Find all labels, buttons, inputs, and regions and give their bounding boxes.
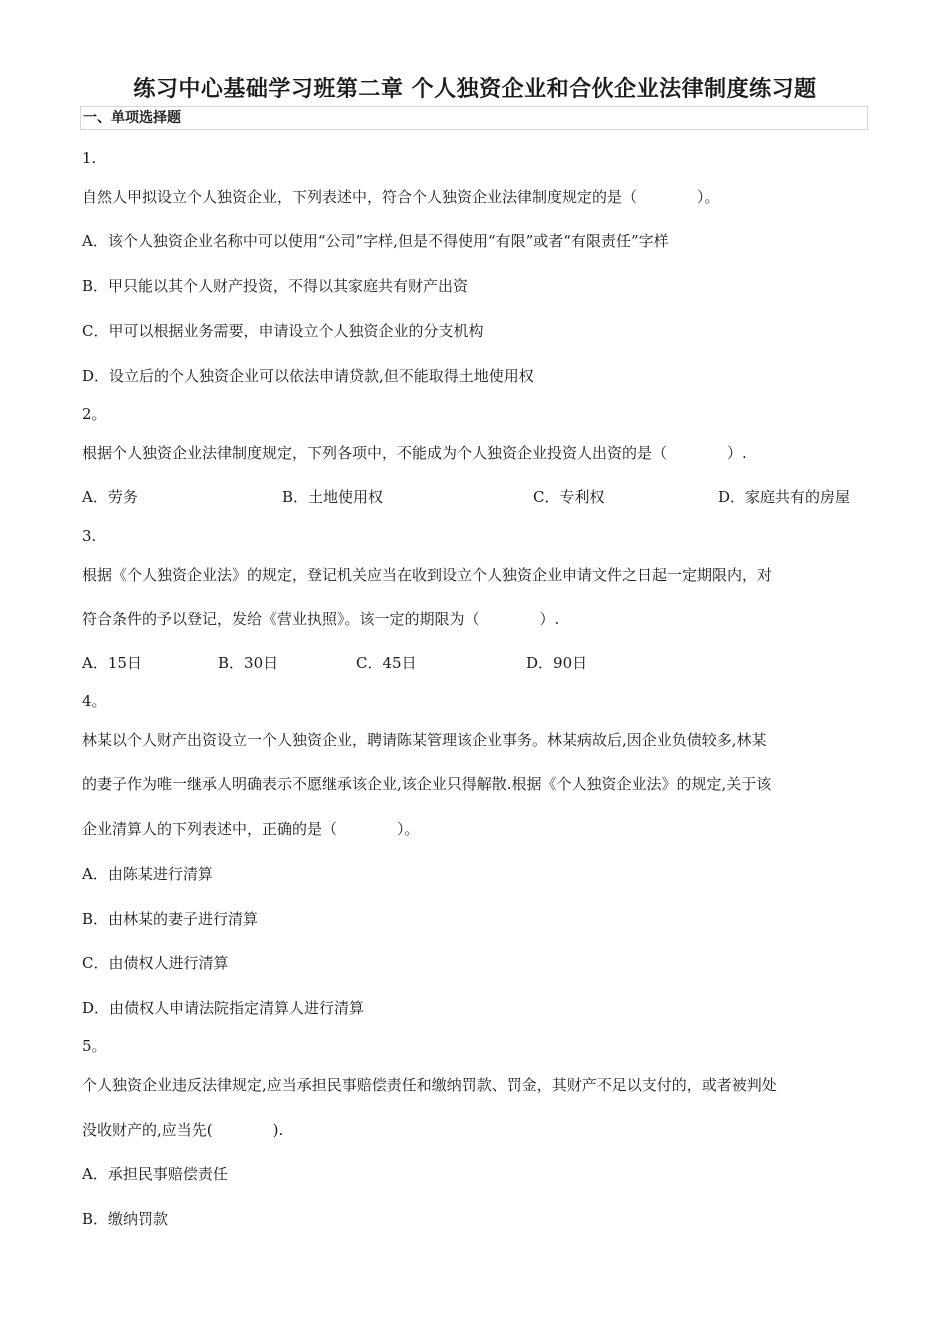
option-b: B．30日 bbox=[218, 654, 279, 672]
option-a: A．15日 bbox=[82, 654, 142, 672]
question-stem: 个人独资企业违反法律规定,应当承担民事赔偿责任和缴纳罚款、罚金，其财产不足以支付的，或者被判处 bbox=[82, 1076, 777, 1094]
option-b: B．由林某的妻子进行清算 bbox=[82, 910, 259, 928]
option-d: D．家庭共有的房屋 bbox=[718, 488, 851, 506]
option-c: C．45日 bbox=[356, 654, 417, 672]
page-title: 练习中心基础学习班第二章 个人独资企业和合伙企业法律制度练习题 bbox=[133, 77, 817, 102]
question-stem: 根据《个人独资企业法》的规定，登记机关应当在收到设立个人独资企业申请文件之日起一定期限内，对 bbox=[82, 566, 773, 584]
option-c: C．专利权 bbox=[533, 488, 605, 506]
option-b: B．缴纳罚款 bbox=[82, 1210, 169, 1228]
option-d: D．设立后的个人独资企业可以依法申请贷款,但不能取得土地使用权 bbox=[82, 367, 534, 385]
question-number: 5。 bbox=[82, 1037, 107, 1055]
option-c: C．甲可以根据业务需要，申请设立个人独资企业的分支机构 bbox=[82, 322, 484, 340]
question-stem: 林某以个人财产出资设立一个人独资企业，聘请陈某管理该企业事务。林某病故后,因企业负债较多,林某 bbox=[82, 731, 767, 749]
question-stem: 自然人甲拟设立个人独资企业，下列表述中，符合个人独资企业法律制度规定的是（ ）。 bbox=[82, 188, 720, 206]
section-header: 一、单项选择题 bbox=[80, 106, 868, 130]
option-d: D．90日 bbox=[526, 654, 588, 672]
question-stem: 没收财产的,应当先( ). bbox=[82, 1121, 284, 1139]
question-stem: 的妻子作为唯一继承人明确表示不愿继承该企业,该企业只得解散.根据《个人独资企业法》的规定,关于该 bbox=[82, 775, 772, 793]
option-a: A．该个人独资企业名称中可以使用“公司”字样,但是不得使用“有限”或者“有限责任”字样 bbox=[82, 232, 669, 250]
option-c: C．由债权人进行清算 bbox=[82, 954, 229, 972]
question-number: 1. bbox=[82, 149, 97, 167]
option-a: A．由陈某进行清算 bbox=[82, 865, 213, 883]
option-b: B．甲只能以其个人财产投资，不得以其家庭共有财产出资 bbox=[82, 277, 469, 295]
question-number: 3. bbox=[82, 527, 97, 545]
question-number: 4。 bbox=[82, 692, 107, 710]
option-a: A．承担民事赔偿责任 bbox=[82, 1165, 228, 1183]
option-d: D．由债权人申请法院指定清算人进行清算 bbox=[82, 999, 365, 1017]
option-b: B．土地使用权 bbox=[282, 488, 384, 506]
option-a: A．劳务 bbox=[82, 488, 138, 506]
question-number: 2。 bbox=[82, 405, 107, 423]
question-stem: 企业清算人的下列表述中，正确的是（ ）。 bbox=[82, 820, 420, 838]
question-stem: 符合条件的予以登记，发给《营业执照》。该一定的期限为（ ）. bbox=[82, 610, 560, 628]
question-stem: 根据个人独资企业法律制度规定，下列各项中，不能成为个人独资企业投资人出资的是（ ）. bbox=[82, 444, 747, 462]
